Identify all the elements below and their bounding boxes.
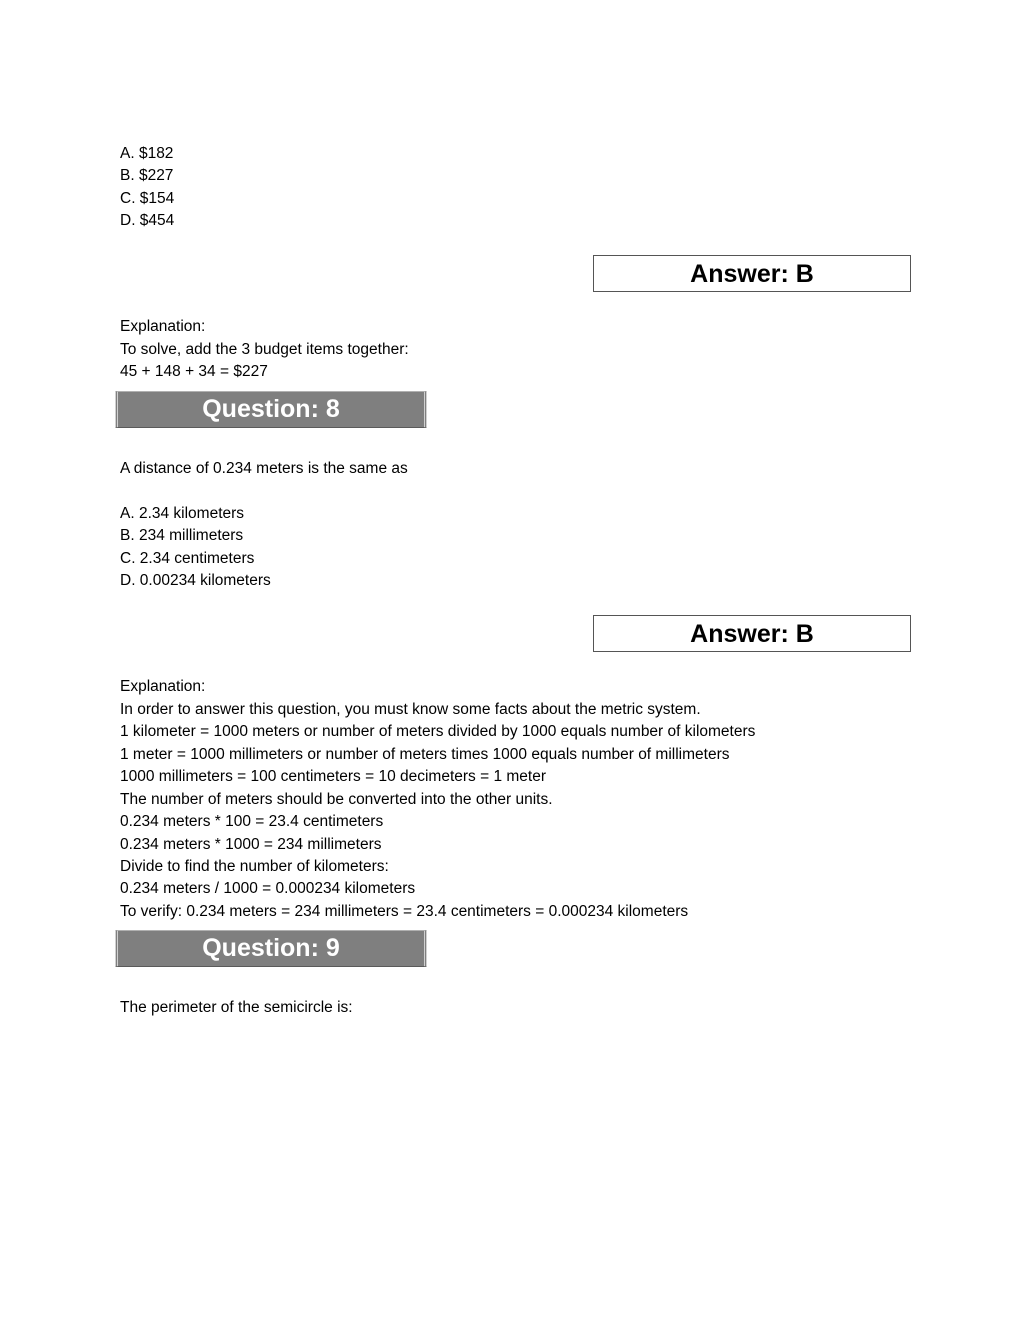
explanation-line: In order to answer this question, you must know some facts about the metric system. <box>120 701 701 718</box>
explanation-line: To verify: 0.234 meters = 234 millimeters = 23.4 centimeters = 0.000234 kilometers <box>120 903 689 920</box>
option-a: A. $182 <box>120 145 174 162</box>
question-prompt: A distance of 0.234 meters is the same as <box>120 460 408 477</box>
answer-box: Answer: B <box>593 255 911 292</box>
explanation-label: Explanation: <box>120 678 206 695</box>
explanation-line: To solve, add the 3 budget items together: <box>120 341 409 358</box>
explanation-line: 0.234 meters / 1000 = 0.000234 kilometers <box>120 880 416 897</box>
option-d: D. $454 <box>120 212 175 229</box>
option-b: B. 234 millimeters <box>120 527 244 544</box>
option-c: C. $154 <box>120 190 175 207</box>
explanation-line: The number of meters should be converted into the other units. <box>120 791 553 808</box>
question-header: Question: 8 <box>115 391 427 428</box>
question-prompt: The perimeter of the semicircle is: <box>120 999 353 1016</box>
question-header: Question: 9 <box>115 930 427 967</box>
option-d: D. 0.00234 kilometers <box>120 572 271 589</box>
explanation-line: 0.234 meters * 100 = 23.4 centimeters <box>120 813 384 830</box>
option-c: C. 2.34 centimeters <box>120 550 255 567</box>
explanation-line: 1 meter = 1000 millimeters or number of meters times 1000 equals number of millimeters <box>120 746 730 763</box>
answer-box: Answer: B <box>593 615 911 652</box>
explanation-label: Explanation: <box>120 318 206 335</box>
explanation-line: 1000 millimeters = 100 centimeters = 10 decimeters = 1 meter <box>120 768 547 785</box>
explanation-line: 1 kilometer = 1000 meters or number of meters divided by 1000 equals number of kilometers <box>120 723 756 740</box>
option-b: B. $227 <box>120 167 174 184</box>
option-a: A. 2.34 kilometers <box>120 505 245 522</box>
explanation-line: 0.234 meters * 1000 = 234 millimeters <box>120 836 382 853</box>
explanation-line: Divide to find the number of kilometers: <box>120 858 389 875</box>
explanation-line: 45 + 148 + 34 = $227 <box>120 363 268 380</box>
